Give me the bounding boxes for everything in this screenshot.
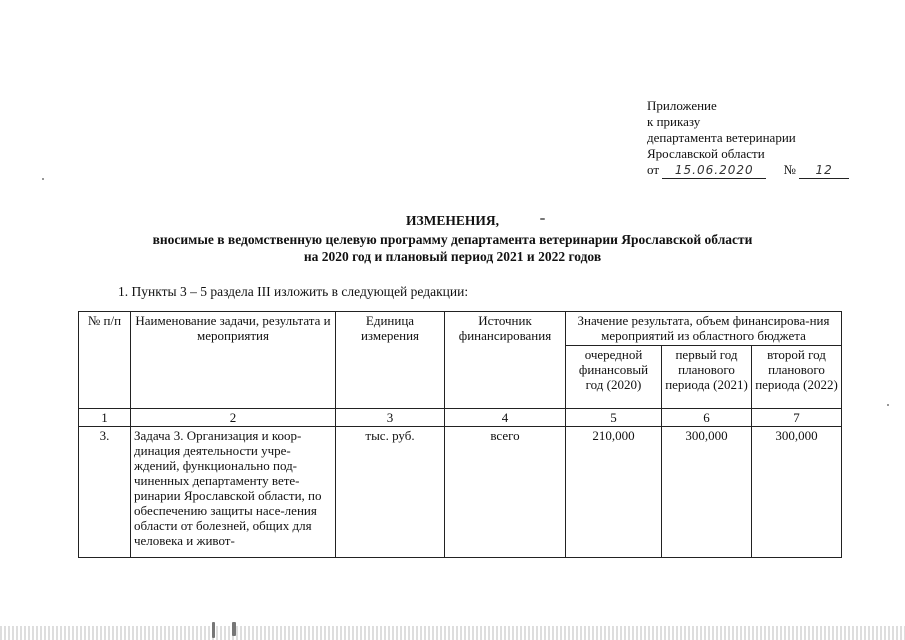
changes-table — [78, 311, 842, 558]
row-task-name: Задача 3. Организация и коор-динация деятельности учре-ждений, функционально под-чиненных департаменту вете-ринарии Ярославской области, по обеспечению защиты насе-ления области от болезней, общих для человека и живот- — [131, 427, 336, 558]
scan-speck — [42, 178, 44, 180]
column-number: 6 — [662, 409, 752, 427]
row-source: всего — [445, 427, 566, 558]
number-prefix: № — [783, 162, 796, 177]
handwritten-date: 15.06.2020 — [674, 163, 754, 177]
row-unit: тыс. руб. — [336, 427, 445, 558]
row-value-2022: 300,000 — [752, 427, 842, 558]
header-value-group: Значение результата, объем финансирова-ния мероприятий из областного бюджета — [566, 312, 842, 346]
scan-speck — [887, 404, 889, 406]
row-value-2021: 300,000 — [662, 427, 752, 558]
order-date-line — [647, 162, 849, 179]
document-title: ИЗМЕНЕНИЯ, — [405, 213, 499, 228]
date-field — [662, 162, 766, 179]
scan-speck — [232, 622, 236, 636]
header-year-2021: первый год планового периода (2021) — [662, 346, 752, 409]
paragraph-text: 1. Пункты 3 – 5 раздела III изложить в следующей редакции: — [118, 284, 469, 299]
number-field — [799, 162, 849, 179]
header-source: Источник финансирования — [445, 312, 566, 409]
header-row — [79, 312, 842, 346]
column-number: 3 — [336, 409, 445, 427]
row-value-2020: 210,000 — [566, 427, 662, 558]
appendix-line: Приложение — [647, 98, 717, 113]
header-num: № п/п — [79, 312, 131, 409]
header-year-2022: второй год планового периода (2022) — [752, 346, 842, 409]
column-number-row — [79, 409, 842, 427]
document-subtitle-period: на 2020 год и плановый период 2021 и 2022 годов — [303, 249, 602, 264]
column-number: 1 — [79, 409, 131, 427]
appendix-line: Ярославской области — [647, 146, 765, 161]
scan-speck — [212, 622, 215, 638]
header-unit: Единица измерения — [336, 312, 445, 409]
header-year-2020: очередной финансовый год (2020) — [566, 346, 662, 409]
column-number: 2 — [131, 409, 336, 427]
column-number: 5 — [566, 409, 662, 427]
scan-artifact-strip — [0, 626, 905, 640]
document-subtitle: вносимые в ведомственную целевую программу департамента ветеринарии Ярославской области — [152, 232, 753, 247]
scan-speck — [540, 218, 545, 220]
row-num: 3. — [79, 427, 131, 558]
appendix-line: к приказу — [647, 114, 701, 129]
date-prefix: от — [647, 162, 660, 177]
table-row — [79, 427, 842, 558]
column-number: 4 — [445, 409, 566, 427]
appendix-block — [647, 98, 849, 179]
column-number: 7 — [752, 409, 842, 427]
appendix-line: департамента ветеринарии — [647, 130, 796, 145]
handwritten-number: 12 — [815, 163, 833, 177]
header-name: Наименование задачи, результата и мероприятия — [131, 312, 336, 409]
